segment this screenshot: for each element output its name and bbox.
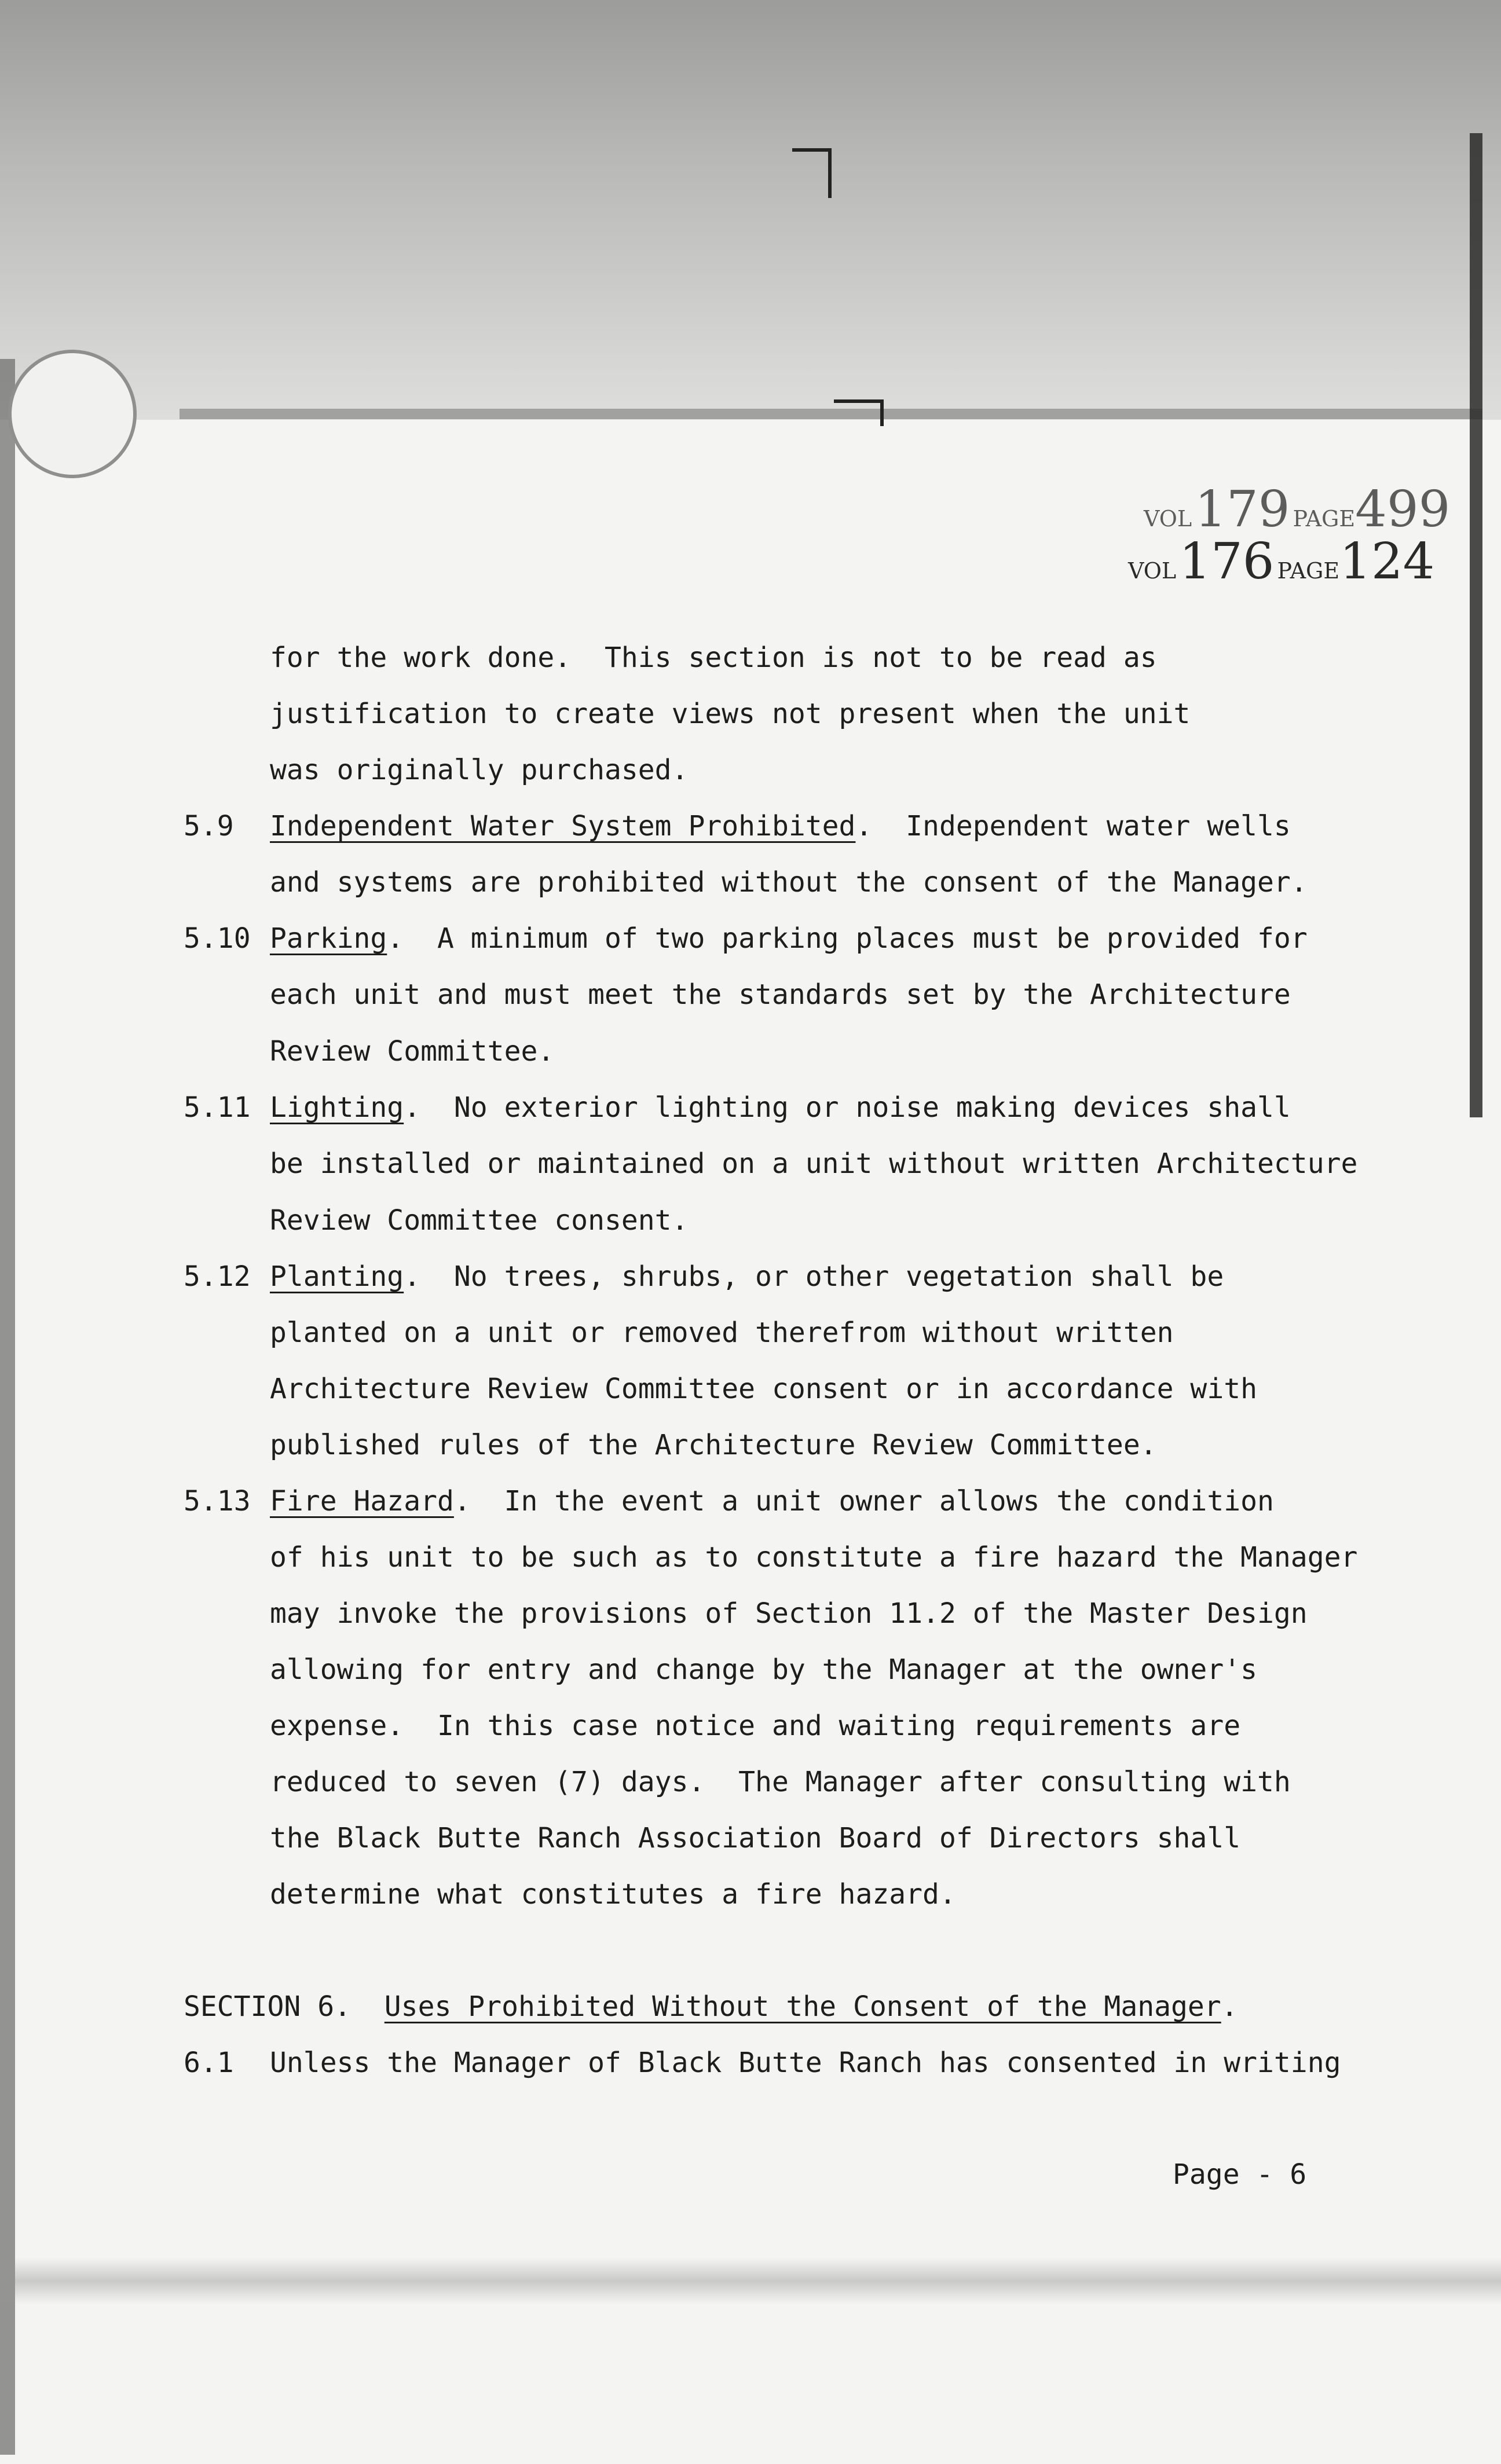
body-text: . A minimum of two parking places must be provided for xyxy=(387,922,1308,955)
section-number: 6.1 xyxy=(184,2047,234,2079)
punch-hole xyxy=(12,353,133,475)
body-line: determine what constitutes a fire hazard. xyxy=(270,1878,956,1911)
crop-mark xyxy=(792,148,832,198)
section-title: Uses Prohibited Without the Consent of the Manager xyxy=(384,1990,1221,2023)
section-heading: Lighting xyxy=(270,1091,404,1124)
stamp-vol-number: 176 xyxy=(1179,533,1275,591)
stamp-page-number: 124 xyxy=(1339,533,1435,591)
scan-edge-right xyxy=(1470,133,1482,1117)
body-line: justification to create views not present when the unit xyxy=(270,698,1191,730)
body-text: . No exterior lighting or noise making devices shall xyxy=(404,1091,1291,1124)
body-line: published rules of the Architecture Review Committee. xyxy=(270,1429,1157,1461)
section-5-12-first-line xyxy=(270,1259,1224,1294)
section-title-end: . xyxy=(1221,1990,1238,2023)
body-line: Review Committee. xyxy=(270,1035,555,1068)
section-5-10-first-line xyxy=(270,921,1308,956)
section-number: 5.13 xyxy=(184,1485,251,1517)
body-text: . No trees, shrubs, or other vegetation shall be xyxy=(404,1260,1224,1293)
section-6-heading xyxy=(184,1989,1238,2024)
section-number: 5.9 xyxy=(184,810,234,842)
recording-stamp-2 xyxy=(1128,533,1434,591)
stamp-page-label: PAGE xyxy=(1277,558,1340,584)
body-line: was originally purchased. xyxy=(270,754,689,786)
stamp-vol-label: VOL xyxy=(1128,558,1177,584)
body-line: for the work done. This section is not to be read as xyxy=(270,641,1157,674)
stamp-vol-number: 179 xyxy=(1195,481,1290,538)
body-text: . In the event a unit owner allows the condition xyxy=(453,1485,1274,1517)
stamp-page-label: PAGE xyxy=(1293,506,1356,531)
section-5-11-first-line xyxy=(270,1090,1291,1125)
stamp-vol-label: VOL xyxy=(1144,506,1192,531)
section-heading: Independent Water System Prohibited xyxy=(270,810,856,842)
body-text: . Independent water wells xyxy=(855,810,1291,842)
section-heading: Fire Hazard xyxy=(270,1485,454,1517)
body-line: Review Committee consent. xyxy=(270,1204,689,1237)
stamp-page-number: 499 xyxy=(1355,481,1451,538)
scan-edge-left xyxy=(0,359,15,2455)
body-line: Architecture Review Committee consent or in accordance with xyxy=(270,1373,1258,1405)
body-line: may invoke the provisions of Section 11.2 of the Master Design xyxy=(270,1597,1308,1630)
section-5-13-first-line xyxy=(270,1484,1274,1519)
body-line: and systems are prohibited without the consent of the Manager. xyxy=(270,866,1308,899)
page-top-edge xyxy=(180,409,1482,419)
section-number: 5.12 xyxy=(184,1260,251,1293)
body-line: reduced to seven (7) days. The Manager after consulting with xyxy=(270,1766,1291,1798)
section-label: SECTION 6. xyxy=(184,1990,351,2023)
body-line: Unless the Manager of Black Butte Ranch has consented in writing xyxy=(270,2047,1341,2079)
section-heading: Parking xyxy=(270,922,387,955)
section-number: 5.10 xyxy=(184,922,251,955)
body-line: be installed or maintained on a unit without written Architecture xyxy=(270,1147,1358,1180)
body-line: of his unit to be such as to constitute a fire hazard the Manager xyxy=(270,1541,1358,1574)
section-5-9-first-line xyxy=(270,809,1291,844)
section-number: 5.11 xyxy=(184,1091,251,1124)
scan-shadow-bottom xyxy=(0,2258,1501,2304)
body-line: allowing for entry and change by the Manager at the owner's xyxy=(270,1653,1258,1686)
scan-shadow-top xyxy=(0,0,1501,420)
page-number: Page - 6 xyxy=(1173,2158,1307,2191)
body-line: planted on a unit or removed therefrom without written xyxy=(270,1317,1174,1349)
recording-stamp-1 xyxy=(1144,481,1450,538)
body-line: the Black Butte Ranch Association Board of Directors shall xyxy=(270,1822,1241,1854)
body-line: each unit and must meet the standards set by the Architecture xyxy=(270,978,1291,1011)
body-line: expense. In this case notice and waiting requirements are xyxy=(270,1710,1241,1742)
section-heading: Planting xyxy=(270,1260,404,1293)
crop-mark xyxy=(834,399,884,426)
